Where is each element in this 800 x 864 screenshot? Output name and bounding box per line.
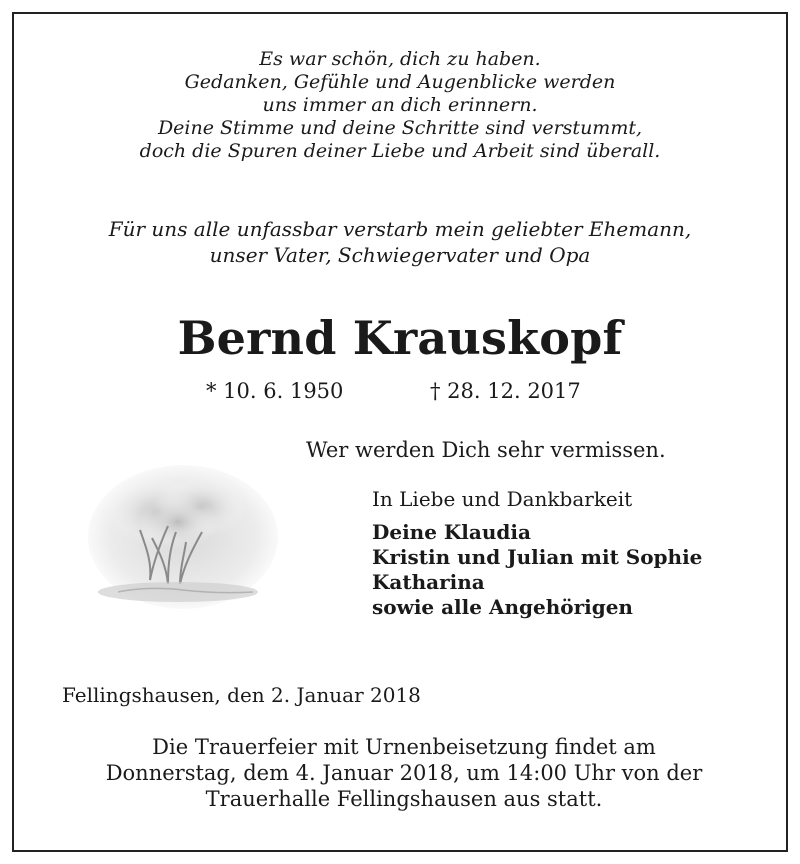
mourner-line: sowie alle Angehörigen — [372, 595, 633, 619]
poem-line: Deine Stimme und deine Schritte sind verstummt, — [157, 117, 643, 139]
miss-text: Wer werden Dich sehr vermissen. — [306, 438, 666, 462]
intro-line: unser Vater, Schwiegervater und Opa — [209, 243, 591, 267]
birth-date: * 10. 6. 1950 — [206, 379, 344, 403]
ceremony-line: Die Trauerfeier mit Urnenbeisetzung findet am — [152, 735, 656, 759]
ceremony-line: Donnerstag, dem 4. Januar 2018, um 14:00 Uhr von der — [105, 761, 703, 785]
ceremony-info — [0, 734, 800, 812]
place-date: Fellingshausen, den 2. Januar 2018 — [62, 683, 421, 707]
poem-line: doch die Spuren deiner Liebe und Arbeit sind überall. — [139, 140, 661, 162]
mourners-list — [372, 520, 702, 620]
mourner-line: Deine Klaudia — [372, 520, 531, 544]
intro-line: Für uns alle unfassbar verstarb mein geliebter Ehemann, — [108, 217, 692, 241]
intro-text — [0, 216, 800, 268]
death-date: † 28. 12. 2017 — [430, 379, 581, 403]
poem-line: Gedanken, Gefühle und Augenblicke werden — [184, 71, 616, 93]
poem — [0, 48, 800, 163]
mourner-line: Kristin und Julian mit Sophie — [372, 545, 703, 569]
ceremony-line: Trauerhalle Fellingshausen aus statt. — [205, 787, 603, 811]
thanks-text: In Liebe und Dankbarkeit — [372, 487, 633, 511]
mourner-line: Katharina — [372, 570, 485, 594]
poem-line: uns immer an dich erinnern. — [262, 94, 538, 116]
poem-line: Es war schön, dich zu haben. — [259, 48, 541, 70]
deceased-name: Bernd Krauskopf — [177, 311, 623, 365]
trees-illustration-icon — [88, 452, 278, 612]
